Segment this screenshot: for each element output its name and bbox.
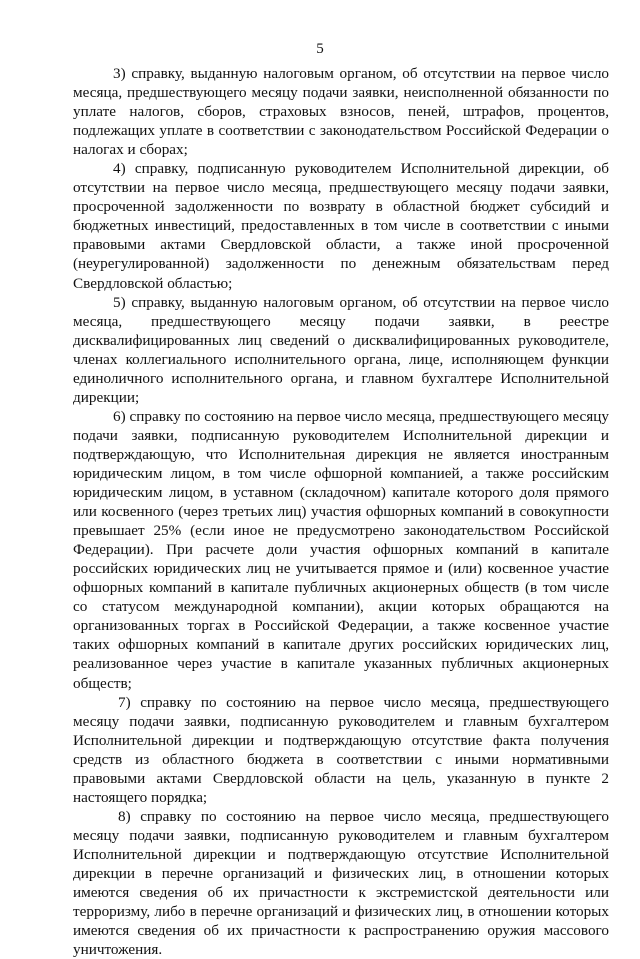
paragraph-item-8: 8) справку по состоянию на первое число месяца, предшествующего месяцу подачи заявки, подписанную руководителем и главным бухгалтером Исполнительной дирекции и подтверждающую отсутствие Исполнительной дирекции в перечне организаций и физических лиц, в отношении которых имеются сведения об их причастности к экстремистской деятельности или терроризму, либо в перечне организаций и физических лиц, в отношении которых имеются сведения об их причастности к распространению оружия массового уничтожения. xyxy=(73,807,609,959)
paragraph-item-3: 3) справку, выданную налоговым органом, об отсутствии на первое число месяца, предшествующего месяцу подачи заявки, неисполненной обязанности по уплате налогов, сборов, страховых взносов, пеней, штрафов, процентов, подлежащих уплате в соответствии с законодательством Российской Федерации о налогах и сборах; xyxy=(73,65,609,159)
page-number: 5 xyxy=(316,41,324,57)
paragraph-item-7: 7) справку по состоянию на первое число месяца, предшествующего месяцу подачи заявки, подписанную руководителем и главным бухгалтером Исполнительной дирекции и подтверждающую отсутствие факта получения средств из областного бюджета в соответствии с иными нормативными правовыми актами Свердловской области на цель, указанную в пункте 2 настоящего порядка; xyxy=(73,693,609,806)
paragraph-item-4: 4) справку, подписанную руководителем Исполнительной дирекции, об отсутствии на первое число месяца, предшествующего месяцу подачи заявки, просроченной задолженности по возврату в областной бюджет субсидий и бюджетных инвестиций, предоставленных в том числе в соответствии с иными правовыми актами Свердловской области, а также иной просроченной (неурегулированной) задолженности по денежным обязательствам перед Свердловской областью; xyxy=(73,160,609,292)
document-body xyxy=(73,64,609,959)
paragraph-item-5: 5) справку, выданную налоговым органом, об отсутствии на первое число месяца, предшествующего месяцу подачи заявки, в реестре дисквалифицированных лиц сведений о дисквалифицированных руководителе, членах коллегиального исполнительного органа, лице, исполняющем функции единоличного исполнительного органа, и главном бухгалтере Исполнительной дирекции; xyxy=(73,293,609,406)
paragraph-item-6: 6) справку по состоянию на первое число месяца, предшествующего месяцу подачи заявки, подписанную руководителем Исполнительной дирекции и подтверждающую, что Исполнительная дирекция не является иностранным юридическим лицом, в том числе офшорной компанией, а также российским юридическим лицом, в уставном (складочном) капитале которого доля прямого или косвенного (через третьих лиц) участия офшорных компаний в совокупности превышает 25% (если иное не предусмотрено законодательством Российской Федерации). При расчете доли участия офшорных компаний в капитале российских юридических лиц не учитывается прямое и (или) косвенное участие офшорных компаний в капитале публичных акционерных обществ (в том числе со статусом международной компании), акции которых обращаются на организованных торгах в Российской Федерации, а также косвенное участие таких офшорных компаний в капитале других российских юридических лиц, реализованное через участие в капитале указанных публичных акционерных обществ; xyxy=(73,407,609,692)
